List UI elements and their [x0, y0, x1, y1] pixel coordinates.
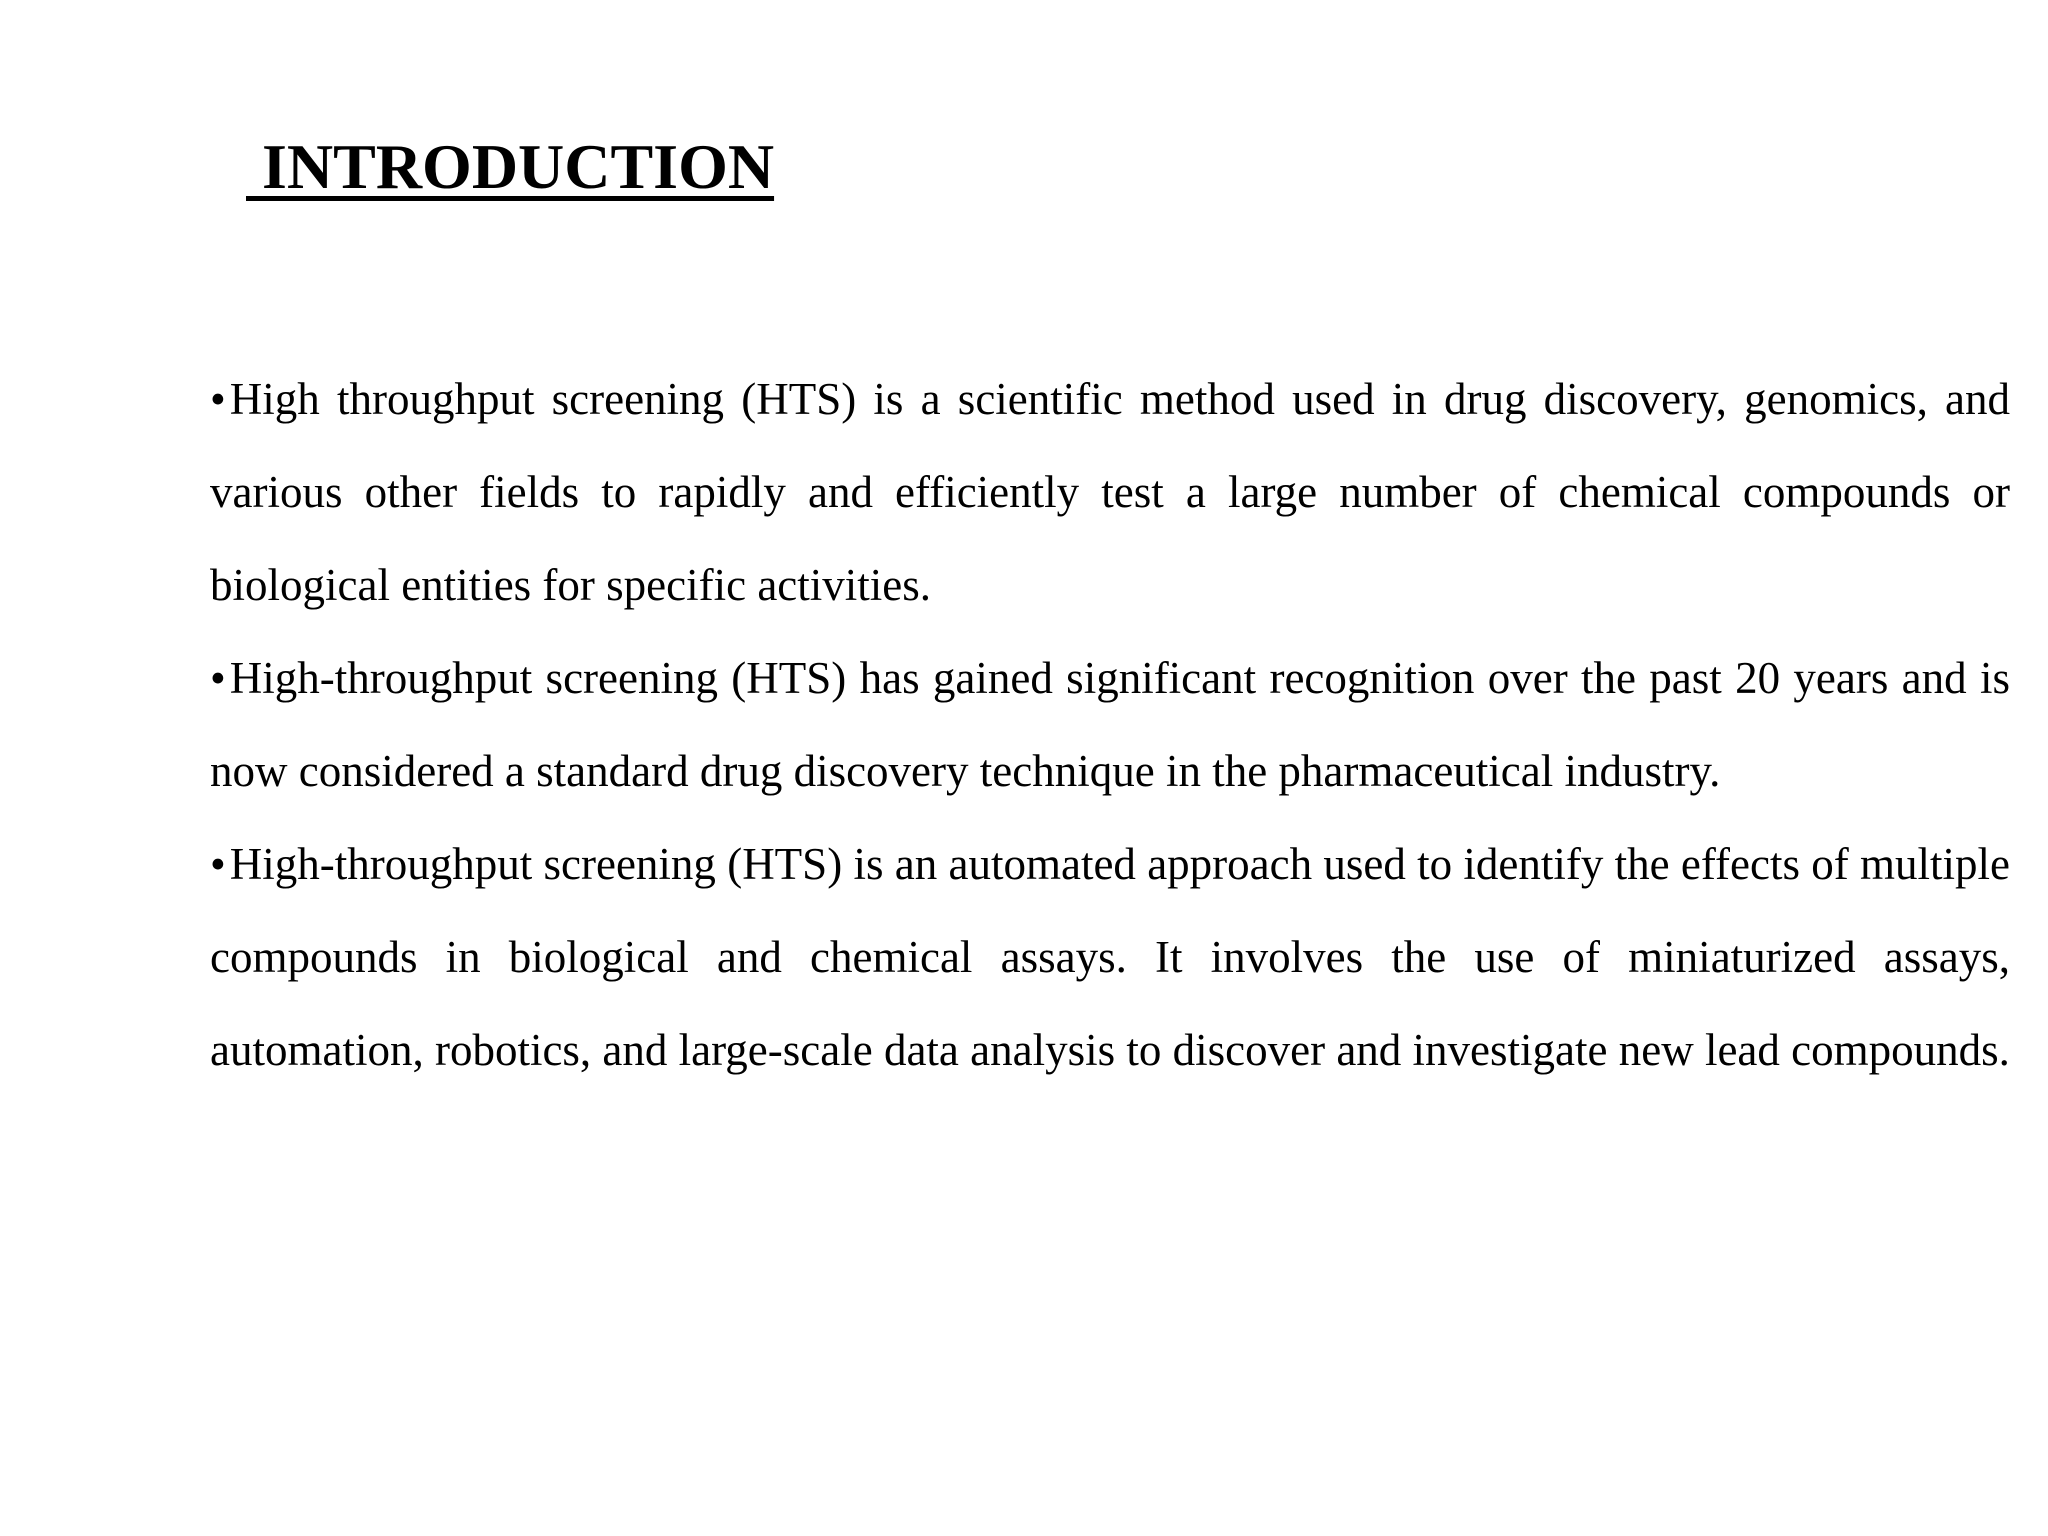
bullet-icon: • [210, 839, 226, 889]
bullet-item-hts-recognition [210, 632, 2010, 818]
bullet-icon: • [210, 374, 226, 424]
bullet-list [210, 353, 2010, 1097]
bullet-text: High-throughput screening (HTS) is an automated approach used to identify the effects of multiple compounds in biological and chemical assays. It involves the use of miniaturized assays, automation, robotics, and large-scale data analysis to discover and investigate new lead compounds. [210, 839, 2010, 1075]
bullet-text: High throughput screening (HTS) is a scientific method used in drug discovery, genomics, and various other fields to rapidly and efficiently test a large number of chemical compounds or biological entities for specific activities. [210, 374, 2010, 610]
slide-title: INTRODUCTION [246, 131, 775, 202]
bullet-item-hts-automation [210, 818, 2010, 1097]
bullet-icon: • [210, 653, 226, 703]
bullet-text: High-throughput screening (HTS) has gained significant recognition over the past 20 years and is now considered a standard drug discovery technique in the pharmaceutical industry. [210, 653, 2010, 796]
bullet-item-hts-definition [210, 353, 2010, 632]
